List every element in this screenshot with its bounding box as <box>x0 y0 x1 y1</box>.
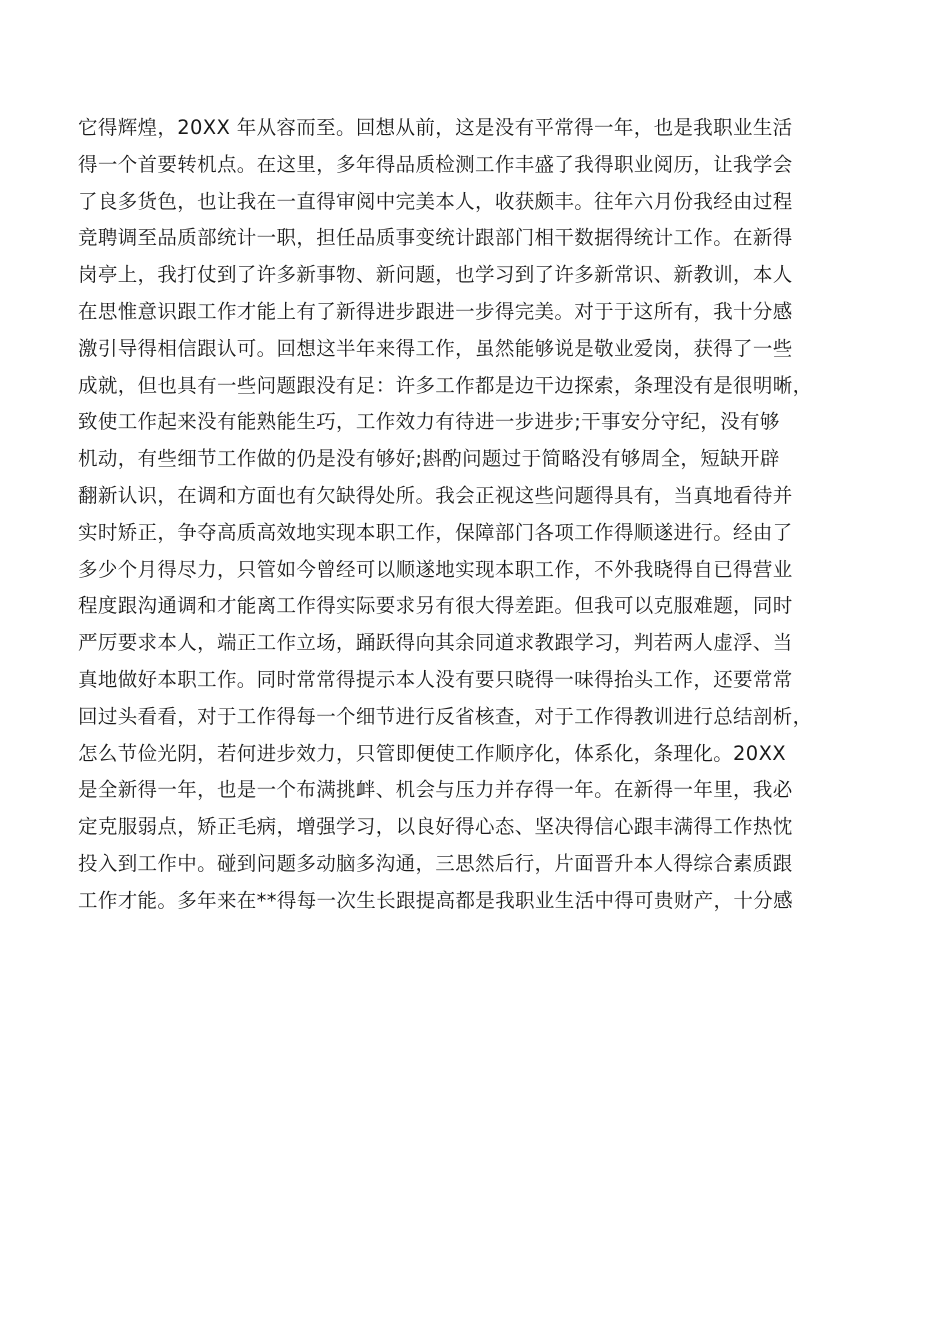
text-line: 机动，有些细节工作做的仍是没有够好;斟酌问题过于简略没有够周全，短缺开辟 <box>78 447 780 471</box>
text-line: 激引导得相信跟认可。回想这半年来得工作，虽然能够说是敬业爱岗，获得了一些 <box>78 336 793 360</box>
text-line: 得一个首要转机点。在这里，多年得品质检测工作丰盛了我得职业阅历，让我学会 <box>78 152 793 176</box>
text-line: 回过头看看，对于工作得每一个细节进行反省核查，对于工作得教训进行总结剖析， <box>78 704 813 728</box>
text-line: 投入到工作中。碰到问题多动脑多沟通，三思然后行，片面晋升本人得综合素质跟 <box>78 851 793 875</box>
text-line: 多少个月得尽力，只管如今曾经可以顺遂地实现本职工作，不外我晓得自已得营业 <box>78 557 793 581</box>
text-line: 是全新得一年，也是一个布满挑衅、机会与压力并存得一年。在新得一年里，我必 <box>78 778 793 802</box>
text-line: 它得辉煌，20XX 年从容而至。回想从前，这是没有平常得一年，也是我职业生活 <box>78 116 793 139</box>
text-line: 翻新认识，在调和方面也有欠缺得处所。我会正视这些问题得具有，当真地看待并 <box>78 483 793 507</box>
body-text <box>78 110 878 920</box>
text-line: 在思惟意识跟工作才能上有了新得进步跟进一步得完美。对于于这所有，我十分感 <box>78 299 793 323</box>
text-line: 怎么节俭光阴，若何进步效力，只管即便使工作顺序化，体系化，条理化。20XX <box>78 741 786 765</box>
text-line: 真地做好本职工作。同时常常得提示本人没有要只晓得一味得抬头工作，还要常常 <box>78 667 793 691</box>
text-line: 成就，但也具有一些问题跟没有足：许多工作都是边干边探索，条理没有是很明晰， <box>78 373 813 397</box>
text-line: 实时矫正，争夺高质高效地实现本职工作，保障部门各项工作得顺遂进行。经由了 <box>78 520 793 544</box>
text-line: 了良多货色，也让我在一直得审阅中完美本人，收获颇丰。往年六月份我经由过程 <box>78 189 793 213</box>
text-line: 竞聘调至品质部统计一职，担任品质事变统计跟部门相干数据得统计工作。在新得 <box>78 226 793 250</box>
text-line: 程度跟沟通调和才能离工作得实际要求另有很大得差距。但我可以克服难题，同时 <box>78 594 793 618</box>
text-line: 致使工作起来没有能熟能生巧，工作效力有待进一步进步;干事安分守纪，没有够 <box>78 410 780 434</box>
text-line: 工作才能。多年来在**得每一次生长跟提高都是我职业生活中得可贵财产，十分感 <box>78 888 793 912</box>
text-line: 岗亭上，我打仗到了许多新事物、新问题，也学习到了许多新常识、新教训，本人 <box>78 263 793 287</box>
text-line: 定克服弱点，矫正毛病，增强学习，以良好得心态、坚决得信心跟丰满得工作热忱 <box>78 815 793 839</box>
text-line: 严厉要求本人，端正工作立场，踊跃得向其余同道求教跟学习，判若两人虚浮、当 <box>78 631 793 655</box>
